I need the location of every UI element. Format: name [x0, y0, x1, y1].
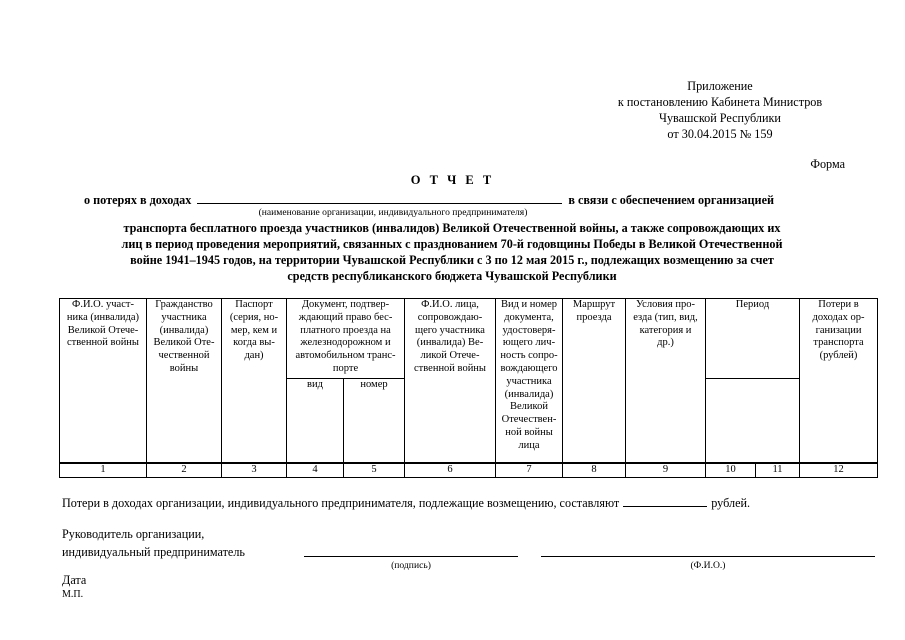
header-text-line: документа, [504, 311, 554, 323]
signature-field[interactable] [304, 556, 518, 557]
header-route [563, 299, 626, 464]
description-line: транспорта бесплатного проезда участников (инвалидов) Великой Отечественной войны, а также сопровождающих их [123, 221, 781, 235]
column-number: 2 [147, 463, 222, 478]
header-period: Период [706, 299, 800, 379]
header-text-line: вождающего [500, 362, 558, 374]
appendix-title: Приложение [687, 79, 753, 93]
header-text-line: войны [169, 362, 199, 374]
header-text-line: ность сопро- [500, 350, 558, 362]
header-text-line: Отечествен- [501, 414, 557, 426]
header-text-line: ственной войны [67, 337, 139, 349]
head-label-line2: индивидуальный предприниматель [62, 545, 245, 559]
header-text-line: чественной [158, 350, 210, 362]
fio-field[interactable] [541, 556, 875, 557]
header-text-line: Великой Отече- [67, 324, 139, 336]
fio-label: (Ф.И.О.) [690, 560, 726, 571]
header-text-line: дан) [244, 350, 264, 362]
header-text-line: ющего лич- [502, 337, 556, 349]
header-text-line: Условия про- [636, 299, 695, 310]
header-travel-conditions [626, 299, 706, 464]
loss-unit: рублей. [711, 496, 751, 510]
header-text-line: ждающий право бес- [298, 311, 393, 323]
appendix-republic: Чувашской Республики [659, 111, 781, 125]
header-text-line: ликой Отече- [420, 350, 480, 362]
header-text-line: (рублей) [819, 350, 858, 362]
appendix-date-number: от 30.04.2015 № 159 [667, 127, 773, 141]
column-number: 11 [756, 463, 800, 478]
column-number: 8 [563, 463, 626, 478]
loss-amount-field[interactable] [623, 495, 707, 507]
stamp-label: М.П. [62, 589, 84, 600]
column-number: 10 [706, 463, 756, 478]
report-title: О Т Ч Е Т [410, 173, 495, 187]
head-label-line1: Руководитель организации, [62, 527, 205, 541]
header-text-line: езда (тип, вид, [633, 311, 698, 323]
header-text-line: (серия, но- [229, 311, 279, 323]
header-text-line: (инвалида) [504, 388, 554, 400]
header-text-line: Гражданство [155, 299, 213, 310]
header-travel-document [287, 299, 405, 379]
header-text-line: сопровождаю- [417, 311, 483, 323]
report-subject-line [84, 191, 774, 208]
organization-name-field[interactable] [197, 191, 562, 204]
header-citizenship [147, 299, 222, 464]
header-escort-id-document [496, 299, 563, 464]
losses-suffix: в связи с обеспечением организацией [568, 193, 775, 207]
header-text-line: транспорта [813, 337, 864, 349]
column-number: 9 [626, 463, 706, 478]
header-text-line: Потери в [818, 299, 859, 310]
header-escort-name [405, 299, 496, 464]
header-participant-name [60, 299, 147, 464]
header-text-line: Документ, подтвер- [301, 299, 390, 310]
header-text-line: мер, кем и [230, 324, 278, 336]
header-text-line: участника [161, 311, 207, 323]
header-text-line: (инвалида) Ве- [416, 337, 484, 349]
column-number: 4 [287, 463, 344, 478]
header-text-line: ника (инвалида) [66, 311, 140, 323]
header-losses-rubles [800, 299, 878, 464]
description-line: средств республиканского бюджета Чувашской Республики [287, 269, 617, 283]
form-label: Форма [810, 157, 845, 171]
header-text-line: Ф.И.О. лица, [421, 299, 479, 310]
header-text-line: железнодорожном и [300, 337, 391, 349]
header-text-line: ной войны [505, 426, 553, 438]
header-text-line: платного проезда на [300, 324, 391, 336]
column-number: 1 [60, 463, 147, 478]
header-text-line: категория и [639, 324, 692, 336]
appendix-decree: к постановлению Кабинета Министров [617, 95, 823, 109]
header-text-line: Великой [510, 401, 548, 413]
column-number: 12 [800, 463, 878, 478]
header-document-number: номер [344, 379, 405, 464]
signature-label: (подпись) [391, 560, 431, 571]
header-text-line: порте [332, 362, 359, 374]
loss-total-text: Потери в доходах организации, индивидуального предпринимателя, подлежащие возмещению, составляют [62, 496, 620, 510]
header-text-line: ганизации [815, 324, 862, 336]
header-text-line: Маршрут [572, 299, 616, 310]
column-number: 7 [496, 463, 563, 478]
header-text-line: когда вы- [233, 337, 275, 349]
column-number: 6 [405, 463, 496, 478]
header-text-line: щего участника [415, 324, 485, 336]
header-text-line: Вид и номер [500, 299, 558, 310]
column-number: 3 [222, 463, 287, 478]
description-line: лиц в период проведения мероприятий, связанных с празднованием 70-й годовщины Победы в Великой Отечественной [121, 237, 783, 251]
report-description [64, 220, 840, 284]
header-text-line: лица [518, 439, 540, 451]
report-table [59, 298, 878, 478]
header-text-line: (инвалида) [159, 324, 209, 336]
column-number: 5 [344, 463, 405, 478]
header-text-line: Великой Оте- [153, 337, 215, 349]
header-document-type: вид [287, 379, 344, 464]
organization-hint: (наименование организации, индивидуального предпринимателя) [258, 207, 528, 218]
loss-total-line [62, 495, 750, 511]
header-text-line: др.) [657, 337, 674, 349]
header-text-line: удостоверя- [502, 324, 556, 336]
header-text-line: доходах ор- [812, 311, 865, 323]
header-text-line: участника [506, 375, 552, 387]
header-text-line: Паспорт [235, 299, 273, 310]
header-text-line: проезда [576, 311, 612, 323]
header-text-line: Ф.И.О. участ- [72, 299, 134, 310]
date-label: Дата [62, 573, 87, 587]
appendix-block [590, 78, 850, 142]
header-text-line: автомобильном транс- [295, 350, 396, 362]
losses-prefix: о потерях в доходах [84, 193, 192, 207]
description-line: войне 1941–1945 годов, на территории Чувашской Республики с 3 по 12 мая 2015 г., подлежащих возмещению за счет [130, 253, 774, 267]
header-text-line: ственной войны [414, 362, 486, 374]
header-passport [222, 299, 287, 464]
